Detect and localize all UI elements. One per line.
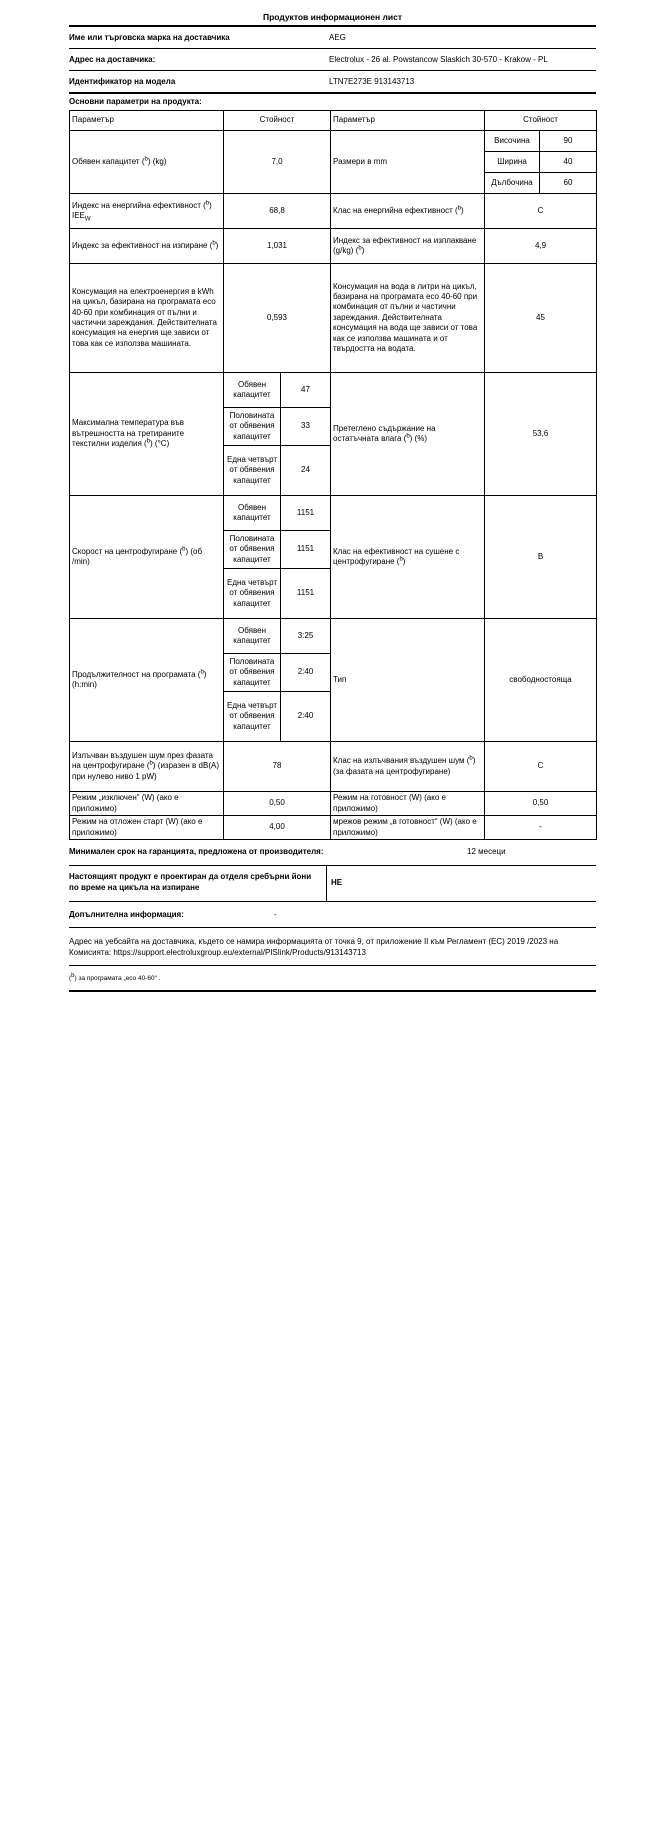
eei-value: 68,8 (224, 194, 331, 229)
sub-quarter-label: Една четвърт от обявения капацитет (224, 446, 281, 496)
model-value: LTN7E273E 913143713 (329, 77, 415, 86)
sub-rated-label: Обявен капацитет (224, 496, 281, 531)
noise-label: Излъчван въздушен шум през фазата на центрофугиране ($^b$) (изразен в dB(A) при нулево ниво 1 pW) (70, 742, 224, 792)
max-temp-quarter: 24 (281, 446, 331, 496)
networked-standby-value: - (485, 816, 597, 840)
header-param-left: Параметър (70, 111, 224, 131)
duration-quarter: 2:40 (281, 692, 331, 742)
sub-half-label: Половината от обявения капацитет (224, 408, 281, 446)
additional-row (69, 902, 596, 928)
header-param-right: Параметър (331, 111, 485, 131)
address-label: Адрес на доставчика: (69, 55, 156, 64)
max-temp-half: 33 (281, 408, 331, 446)
off-mode-label: Режим „изключен“ (W) (ако е приложимо) (70, 792, 224, 816)
noise-value: 78 (224, 742, 331, 792)
duration-half: 2:40 (281, 654, 331, 692)
standby-value: 0,50 (485, 792, 597, 816)
silver-value: НЕ (331, 878, 343, 887)
height-value: 90 (540, 131, 597, 152)
sub-rated-label: Обявен капацитет (224, 373, 281, 408)
website-text: Адрес на уебсайта на доставчика, където се намира информацията от точка 9, от приложение II към Регламент (ЕС) 2019 /2023 на Комисията: https://support.electroluxgroup.eu/external/PISlink/Products/913143713 (69, 928, 596, 966)
silver-label: Настоящият продукт е проектиран да отделя сребърни йони по време на цикъла на изпиране (69, 872, 312, 892)
capacity-value: 7,0 (224, 131, 331, 194)
eei-label: Индекс на енергийна ефективност ($^b$) $IEE_W$ (70, 194, 224, 229)
table-row (70, 742, 597, 792)
duration-label: Продължителност на програмата ($^b$) (h:min) (70, 619, 224, 742)
spin-speed-rated: 1151 (281, 496, 331, 531)
table-row (70, 496, 597, 531)
energy-consumption-value: 0,593 (224, 264, 331, 373)
energy-class-value: C (485, 194, 597, 229)
moisture-value: 53,6 (485, 373, 597, 496)
table-row (70, 264, 597, 373)
warranty-row (69, 840, 596, 865)
water-consumption-value: 45 (485, 264, 597, 373)
max-temp-rated: 47 (281, 373, 331, 408)
washing-index-label: Индекс за ефективност на изпиране ($^b$) (70, 229, 224, 264)
depth-value: 60 (540, 173, 597, 194)
depth-label: Дълбочина (485, 173, 540, 194)
sheet-title: Продуктов информационен лист (262, 12, 403, 22)
section-title: Основни параметри на продукта: (69, 97, 202, 106)
delay-start-value: 4,00 (224, 816, 331, 840)
parameters-table (69, 110, 597, 840)
additional-label: Допълнителна информация: (69, 910, 184, 919)
spin-class-value: B (485, 496, 597, 619)
silver-row (69, 866, 596, 902)
table-row (70, 619, 597, 654)
table-row (70, 816, 597, 840)
max-temp-label: Максимална температура във вътрешността на третираните текстилни изделия ($^b$) (°C) (70, 373, 224, 496)
sub-rated-label: Обявен капацитет (224, 619, 281, 654)
rinsing-index-value: 4,9 (485, 229, 597, 264)
moisture-label: Претеглено съдържание на остатъчната влага ($^b$) (%) (331, 373, 485, 496)
spin-speed-quarter: 1151 (281, 569, 331, 619)
type-label: Тип (331, 619, 485, 742)
section-row (69, 94, 596, 110)
standby-label: Режим на готовност (W) (ако е приложимо) (331, 792, 485, 816)
warranty-value: 12 месеци (467, 847, 506, 856)
header-value-right: Стойност (485, 111, 597, 131)
type-value: свободностояща (485, 619, 597, 742)
warranty-label: Минимален срок на гаранцията, предложена от производителя: (69, 847, 324, 856)
spin-class-label: Клас на ефективност на сушене с центрофугиране ($^b$) (331, 496, 485, 619)
table-row (70, 792, 597, 816)
sub-half-label: Половината от обявения капацитет (224, 654, 281, 692)
noise-class-label: Клас на излъчвания въздушен шум ($^b$) (за фазата на центрофугиране) (331, 742, 485, 792)
rinsing-index-label: Индекс за ефективност на изплакване (g/kg) ($^b$) (331, 229, 485, 264)
water-consumption-label: Консумация на вода в литри на цикъл, базирана на програмата eco 40-60 при комбинация от пълни и частични зареждания. Действителната консумация на вода ще зависи от това как се използва машината и от твърдостта на водата. (331, 264, 485, 373)
spin-speed-label: Скорост на центрофугиране ($^b$) (об /min) (70, 496, 224, 619)
supplier-label: Име или търговска марка на доставчика (69, 33, 230, 42)
width-value: 40 (540, 152, 597, 173)
sub-quarter-label: Една четвърт от обявения капацитет (224, 692, 281, 742)
model-label: Идентификатор на модела (69, 77, 176, 86)
supplier-value: AEG (329, 33, 346, 42)
table-header-row (70, 111, 597, 131)
spin-speed-half: 1151 (281, 531, 331, 569)
capacity-label: Обявен капацитет ($^b$) (kg) (70, 131, 224, 194)
sub-quarter-label: Една четвърт от обявения капацитет (224, 569, 281, 619)
table-row (70, 194, 597, 229)
dimensions-label: Размери в mm (331, 131, 485, 194)
additional-value: - (274, 910, 277, 919)
table-row (70, 373, 597, 408)
energy-class-label: Клас на енергийна ефективност ($^b$) (331, 194, 485, 229)
table-row (70, 229, 597, 264)
energy-consumption-label: Консумация на електроенергия в kWh на цикъл, базирана на програмата eco 40-60 при комбинация от пълни и частични зареждания. Действителната консумация на енергия ще зависи от това как се използва машината. (70, 264, 224, 373)
networked-standby-label: мрежов режим „в готовност“ (W) (ако е приложимо) (331, 816, 485, 840)
noise-class-value: C (485, 742, 597, 792)
sub-half-label: Половината от обявения капацитет (224, 531, 281, 569)
height-label: Височина (485, 131, 540, 152)
address-value: Electrolux - 26 al. Powstancow Slaskich 30-570 - Krakow - PL (329, 55, 548, 64)
product-information-sheet (69, 0, 596, 992)
address-row (69, 49, 596, 70)
width-label: Ширина (485, 152, 540, 173)
model-row (69, 71, 596, 92)
header-value-left: Стойност (224, 111, 331, 131)
table-row (70, 131, 597, 152)
duration-rated: 3:25 (281, 619, 331, 654)
washing-index-value: 1,031 (224, 229, 331, 264)
delay-start-label: Режим на отложен старт (W) (ако е приложимо) (70, 816, 224, 840)
footnote: ($^b$) за програмата „eco 40-60“ . (69, 966, 596, 992)
off-mode-value: 0,50 (224, 792, 331, 816)
supplier-row (69, 27, 596, 48)
